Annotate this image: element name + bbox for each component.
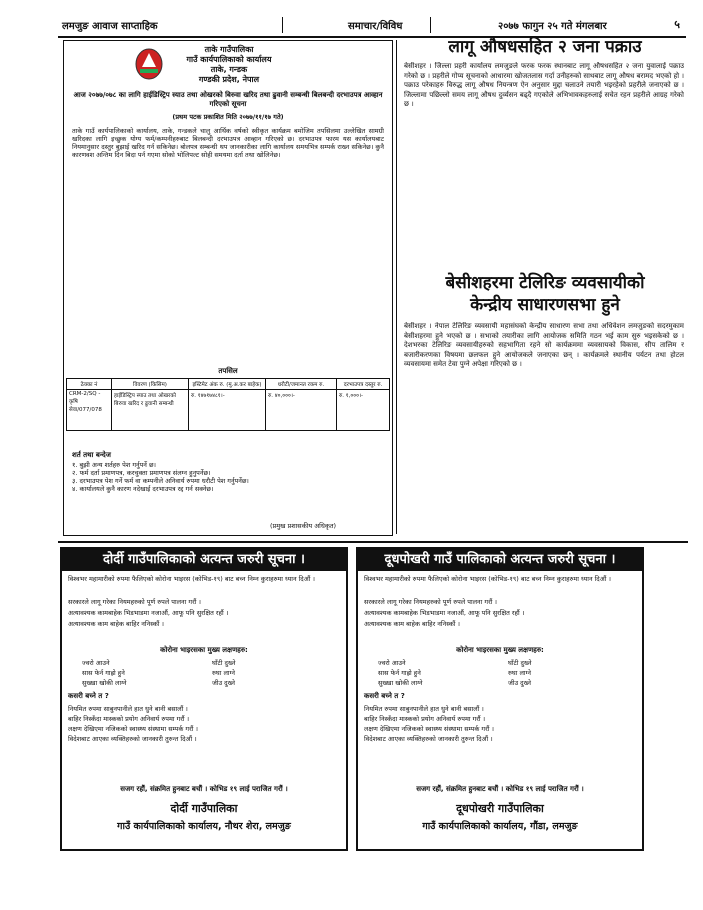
org-office: गाउँ कार्यपालिकाको कार्यालय [186, 55, 272, 64]
list-item: घाँटी दुख्ने [508, 659, 532, 667]
covid-notice-dordi [60, 547, 348, 851]
symptoms-title: कोरोना भाइरसका मुख्य लक्षणहरु: [160, 646, 248, 654]
list-item: सुख्खा खोकी लाग्ने [82, 679, 127, 687]
table-header: ठेक्का नं [67, 379, 112, 390]
list-item: १. बुझी अन्य शर्तहरु पेश गर्नुपर्ने छ। [72, 461, 156, 469]
org-location: ताके, गन्डक [210, 65, 248, 74]
notice-banner: दूधपोखरी गाउँ पालिकाको अत्यन्त जरुरी सूचना । [358, 549, 642, 571]
table-header: इस्टिमेट अंक रु. (मु.अ.कर बाहेक) [189, 379, 266, 390]
symptoms-list [82, 658, 202, 690]
list-item: ४. कार्यालयले कुनै कारण नदेखाई दरभाउपत्र रद्द गर्न सक्नेछ। [72, 485, 214, 493]
news2-headline [404, 272, 686, 316]
list-item: लक्षण देखिएमा नजिकको स्वास्थ्य संस्थामा सम्पर्क गरौं । [68, 725, 198, 733]
list-item: २. फर्म दर्ता प्रमाणपत्र, करचुक्ता प्रमाणपत्र संलग्न हुनुपर्नेछ। [72, 469, 211, 477]
list-item: विदेशबाट आएका व्यक्तिहरुको जानकारी तुरुन्त दिऔं । [68, 735, 197, 743]
list-item: ३. दरभाउपत्र पेश गर्ने फर्म वा कम्पनीले अनिवार्य रुपमा धरौटी पेश गर्नुपर्नेछ। [72, 477, 249, 485]
list-item: रुघा लाग्ने [212, 669, 236, 677]
symptoms-list [378, 658, 498, 690]
list-item: जीउ दुख्ने [508, 679, 532, 687]
table-header: दरभाउपत्र दस्तुर रु. [337, 379, 390, 390]
notice-footer-org: दूधपोखरी गाउँपालिका [456, 802, 544, 815]
signature-line: (प्रमुख प्रशासकीय अधिकृत) [270, 522, 337, 530]
table-cell: रु. ४०,०००।- [266, 390, 337, 431]
list-item: घाँटी दुख्ने [212, 659, 236, 667]
page-header [58, 14, 686, 38]
table-row [67, 390, 390, 431]
list-item: बाहिर निस्कँदा मास्कको प्रयोग अनिवार्य रुपमा गरौं । [68, 715, 190, 723]
list-item: सास फेर्न गाह्रो हुने [378, 669, 421, 677]
list-item: रुघा लाग्ने [508, 669, 532, 677]
terms-title: शर्त तथा बन्देज [72, 451, 111, 459]
tender-table [66, 378, 390, 431]
paper-name: लमजुङ आवाज साप्ताहिक [62, 21, 158, 32]
list-item: ज्वरो आउने [82, 659, 110, 667]
notice-banner: दोर्दी गाउँपालिकाको अत्यन्त जरुरी सूचना । [62, 549, 346, 571]
tender-title: आज २०७७/०७८ का लागि हाईडिस्ट्रिप स्याउ तथा ओखरको बिरुवा खरिद तथा ढुवानी सम्बन्धी बिलबन्दी दरभाउपत्र आव्हान गरिएको सूचना [73, 91, 383, 108]
list-item: बाहिर निस्कँदा मास्कको प्रयोग अनिवार्य रुपमा गरौं । [364, 715, 486, 723]
notice-footer-office: गाउँ कार्यपालिकाको कार्यालय, नौथर शेरा, लमजुङ [117, 821, 291, 832]
list-item: सरकारले लागू गरेका नियमहरुको पूर्ण रुपले पालना गरौं । [68, 598, 201, 606]
page-number: ५ [674, 18, 680, 31]
list-item: जीउ दुख्ने [212, 679, 236, 687]
list-item: अत्यावश्यक कामबाहेक भिडभाडमा नजाऔं, आफू पनि सुरक्षित रहौं । [68, 609, 229, 617]
measures-list [68, 704, 340, 784]
notice-footer-office: गाउँ कार्यपालिकाको कार्यालय, गौंडा, लमजुङ [422, 821, 578, 832]
terms-list [72, 461, 384, 517]
measures-title: कसरी बच्ने त ? [364, 692, 405, 700]
section-divider [58, 541, 688, 543]
notice-slogan: सजग रहौं, संक्रमित हुनबाट बचौं । कोभिड १९ लाई पराजित गरौं । [120, 785, 288, 793]
table-cell: रु. १४७१७४८१।- [189, 390, 266, 431]
list-item: नियमित रुपमा साबुनपानीले हात धुने बानी बसालौं । [68, 705, 188, 713]
measures-title: कसरी बच्ने त ? [68, 692, 109, 700]
list-item: अत्यावश्यक काम बाहेक बाहिर ननिस्कौं । [364, 620, 460, 628]
list-item: सुख्खा खोकी लाग्ने [378, 679, 423, 687]
notice-slogan: सजग रहौं, संक्रमित हुनबाट बचौं । कोभिड १९ लाई पराजित गरौं । [416, 785, 584, 793]
list-item: लक्षण देखिएमा नजिकको स्वास्थ्य संस्थामा सम्पर्क गरौं । [364, 725, 494, 733]
news2-body: बेसीशहर । नेपाल टेलिरिङ व्यवसायी महासंघको केन्द्रीय साधारण सभा तथा अधिवेशन लमजुङको सदरमुकाम बेसीशहरमा हुने भएको छ । सभाको तयारीका लागि आयोजक समिति गठन भई काम सुरु भइसकेको छ । देशभरका टेलिरिङ व्यवसायीहरुको सहभागिता रहने सो कार्यक्रममा व्यवसायको विकास, सीप तालिम र बजारीकरणका विषयमा छलफल हुने आयोजकले जनाएका छन् । कार्यक्रमले स्थानीय पर्यटन तथा होटल व्यवसायमा समेत टेवा पुग्ने अपेक्षा गरिएको छ । [404, 322, 684, 368]
header-divider [430, 17, 431, 33]
symptoms-list [508, 658, 628, 690]
notice-intro: विश्वभर महामारीको रुपमा फैलिएको कोरोना भाइरस (कोभिड-१९) बाट बच्न निम्न कुराहरुमा ध्यान दिऔं । [364, 575, 611, 583]
issue-date: २०७७ फागुन २५ गते मंगलबार [498, 21, 607, 32]
column-divider [396, 40, 397, 534]
tapsil-label: तपसिल [218, 367, 238, 375]
header-divider [282, 17, 283, 33]
table-header-row [67, 379, 390, 390]
notice-intro: विश्वभर महामारीको रुपमा फैलिएको कोरोना भाइरस (कोभिड-१९) बाट बच्न निम्न कुराहरुमा ध्यान दिऔं । [68, 575, 315, 583]
org-name: ताके गाउँपालिका [204, 45, 254, 54]
list-item: नियमित रुपमा साबुनपानीले हात धुने बानी बसालौं । [364, 705, 484, 713]
notice-bullets [68, 597, 340, 645]
covid-notice-dudhpokhari [356, 547, 644, 851]
list-item: ज्वरो आउने [378, 659, 406, 667]
table-cell: रु. १,०००।- [337, 390, 390, 431]
table-cell: हाईडिस्ट्रिप स्याउ तथा ओखरको बिरुवा खरिद र ढुवानी सम्बन्धी [112, 390, 189, 431]
news1-body: बेसीशहर । जिल्ला प्रहरी कार्यालय लमजुङले फरक फरक स्थानबाट लागू औषधसहित २ जना युवालाई पक्राउ गरेको छ । प्रहरीले गोप्य सूचनाको आधारमा खोजतलास गर्दा उनीहरुको साथबाट लागू औषध बरामद भएको हो । पक्राउ परेकाहरु विरुद्ध लागू औषध नियन्त्रण ऐन अनुसार मुद्दा चलाउने तयारी भइरहेको प्रहरीले जनाएको छ । जिल्लामा पछिल्लो समय लागू औषध दुर्व्यसन बढ्दै गएकोले अभिभावकहरुलाई सचेत रहन प्रहरीले आग्रह गरेको छ । [404, 62, 684, 108]
tender-body: ताके गाउँ कार्यपालिकाको कार्यालय, ताके, गन्डकले चालु आर्थिक वर्षको स्वीकृत कार्यक्रम बमोजिम तपसिलमा उल्लेखित सामग्री खरिदका लागि इच्छुक योग्य फर्म/कम्पनीहरुबाट बिलबन्दी दरभाउपत्र आव्हान गरिएको छ। दरभाउपत्र फारम यस कार्यालयबाट नियमानुसार दस्तुर बुझाई खरिद गर्न सकिनेछ। बोलपत्र सम्बन्धी थप जानकारीका लागि कार्यालय समयभित्र सम्पर्क राख्न सकिनेछ। कुनै कारणवश अन्तिम दिन बिदा पर्न गएमा सोको भोलिपल्ट सोही समयमा दर्ता तथा खोलिनेछ। [72, 127, 384, 159]
org-province: गण्डकी प्रदेश, नेपाल [198, 75, 260, 84]
symptoms-title: कोरोना भाइरसका मुख्य लक्षणहरु: [456, 646, 544, 654]
list-item: विदेशबाट आएका व्यक्तिहरुको जानकारी तुरुन्त दिऔं । [364, 735, 493, 743]
list-item: सास फेर्न गाह्रो हुने [82, 669, 125, 677]
list-item: सरकारले लागू गरेका नियमहरुको पूर्ण रुपले पालना गरौं । [364, 598, 497, 606]
measures-list [364, 704, 636, 784]
list-item: अत्यावश्यक कामबाहेक भिडभाडमा नजाऔं, आफू पनि सुरक्षित रहौं । [364, 609, 525, 617]
list-item: अत्यावश्यक काम बाहेक बाहिर ननिस्कौं । [68, 620, 164, 628]
news2-headline-line: बेसीशहरमा टेलिरिङ व्यवसायीको [445, 273, 645, 293]
notice-bullets [364, 597, 636, 645]
section-name: समाचार/विविध [348, 21, 403, 32]
table-header: धरौटी/जमानत रकम रु. [266, 379, 337, 390]
news1-headline: लागू औषधसहित २ जना पक्राउ [448, 37, 642, 57]
tender-notice [63, 40, 393, 536]
table-header: विवरण (किसिम) [112, 379, 189, 390]
table-cell: CRM-2/SQ - कृषि सेवा/077/078 [67, 390, 112, 431]
tender-subtitle: (प्रथम पटक प्रकाशित मिति २०७७/११/१७ गते) [172, 113, 284, 121]
notice-footer-org: दोर्दी गाउँपालिका [170, 802, 238, 815]
symptoms-list [212, 658, 332, 690]
news2-headline-line: केन्द्रीय साधारणसभा हुने [470, 295, 620, 315]
